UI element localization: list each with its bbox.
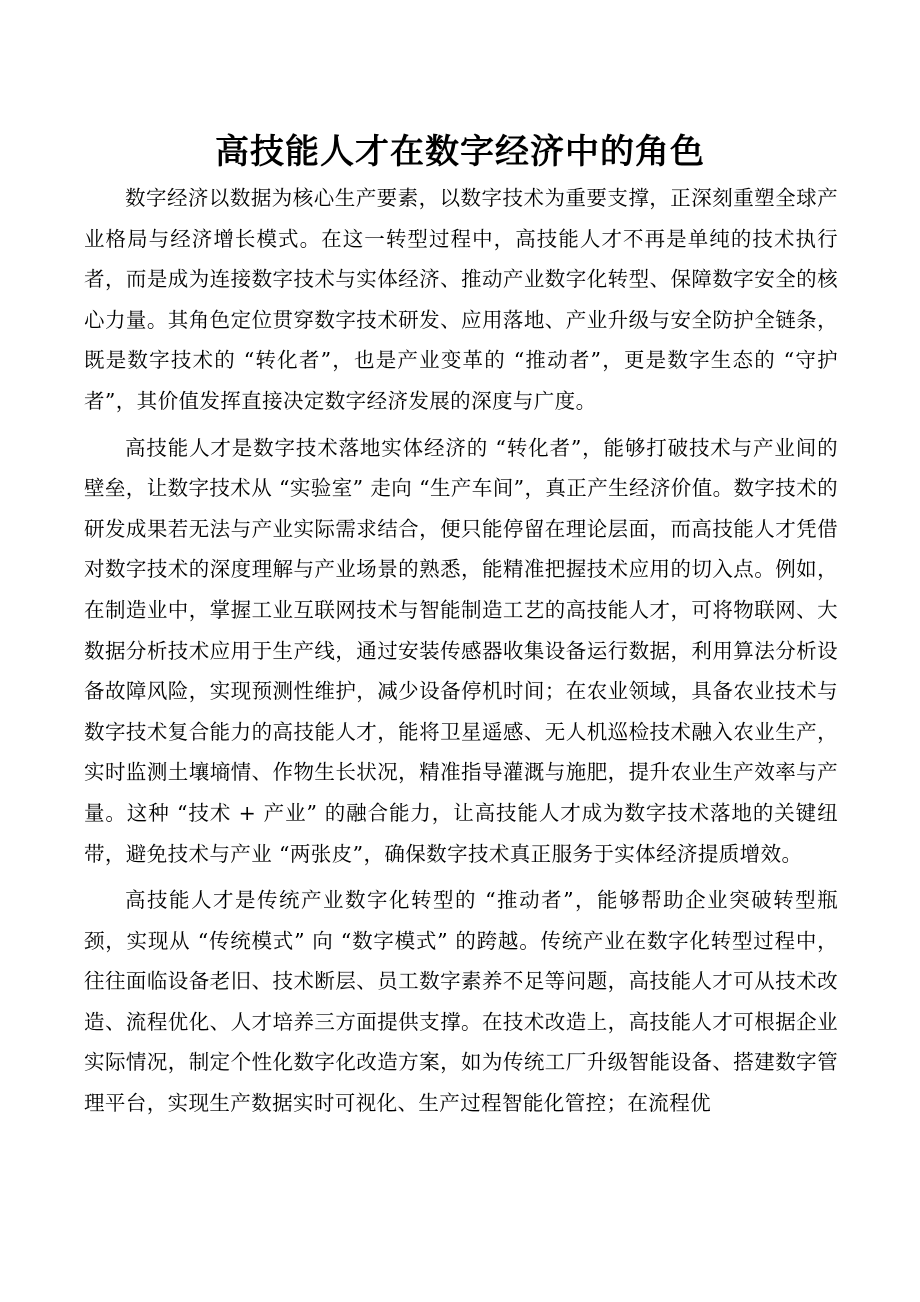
paragraph-3: 高技能人才是传统产业数字化转型的 “推动者”，能够帮助企业突破转型瓶颈，实现从 “传统模式” 向 “数字模式” 的跨越。传统产业在数字化转型过程中，往往面临设备老旧、技术断层、员工数字素养不足等问题，高技能人才可从技术改造、流程优化、人才培养三方面提供支撑。在技术改造上，高技能人才可根据企业实际情况，制定个性化数字化改造方案，如为传统工厂升级智能设备、搭建数字管理平台，实现生产数据实时可视化、生产过程智能化管控；在流程优 <box>84 888 838 1116</box>
paragraph-1: 数字经济以数据为核心生产要素，以数字技术为重要支撑，正深刻重塑全球产业格局与经济增长模式。在这一转型过程中，高技能人才不再是单纯的技术执行者，而是成为连接数字技术与实体经济、推动产业数字化转型、保障数字安全的核心力量。其角色定位贯穿数字技术研发、应用落地、产业升级与安全防护全链条，既是数字技术的 “转化者”，也是产业变革的 “推动者”，更是数字生态的 “守护者”，其价值发挥直接决定数字经济发展的深度与广度。 <box>84 186 838 413</box>
document-title: 高技能人才在数字经济中的角色 <box>215 132 705 172</box>
document-body <box>84 178 838 1124</box>
paragraph-2: 高技能人才是数字技术落地实体经济的 “转化者”，能够打破技术与产业间的壁垒，让数字技术从 “实验室” 走向 “生产车间”，真正产生经济价值。数字技术的研发成果若无法与产业实际需求结合，便只能停留在理论层面，而高技能人才凭借对数字技术的深度理解与产业场景的熟悉，能精准把握技术应用的切入点。例如，在制造业中，掌握工业互联网技术与智能制造工艺的高技能人才，可将物联网、大数据分析技术应用于生产线，通过安装传感器收集设备运行数据，利用算法分析设备故障风险，实现预测性维护，减少设备停机时间；在农业领域，具备农业技术与数字技术复合能力的高技能人才，能将卫星遥感、无人机巡检技术融入农业生产，实时监测土壤墒情、作物生长状况，精准指导灌溉与施肥，提升农业生产效率与产量。这种 “技术 + 产业” 的融合能力，让高技能人才成为数字技术落地的关键纽带，避免技术与产业 “两张皮”，确保数字技术真正服务于实体经济提质增效。 <box>84 435 838 866</box>
